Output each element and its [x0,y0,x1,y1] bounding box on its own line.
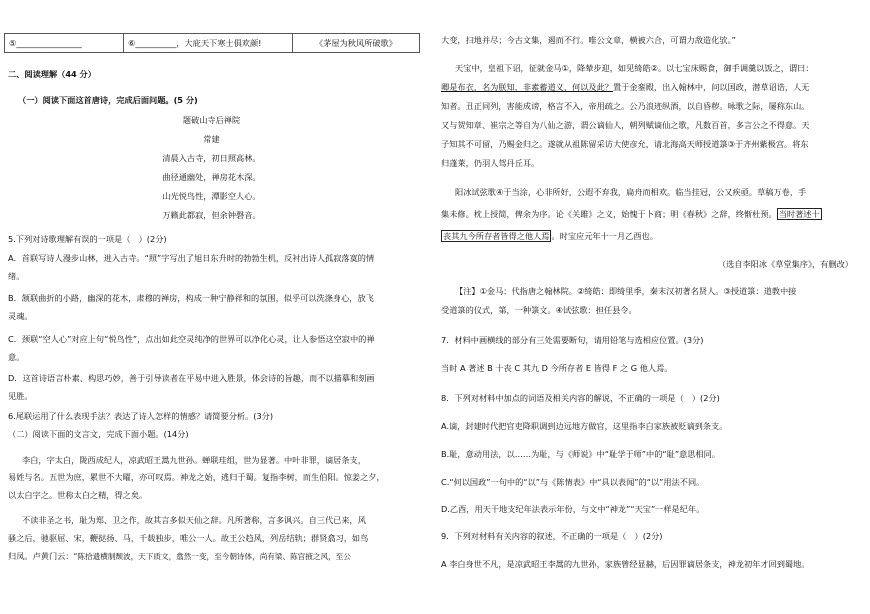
passage-text: 集未修。枕上授简，俾余为序。论《关雎》之义，始愧于卜商；明《春秋》之辞，终惭杜预。 [441,209,777,219]
fill-cell-5: ⑤________________ [5,34,124,53]
boxed-sentence-start: 当时著述十 [778,209,820,219]
option-c: C．颈联“空人心”对应上句“悦鸟性”，点出如此空灵纯净的世界可以净化心灵，让人参悟这空寂中的禅 [8,334,375,344]
fill-cell-title: 《茅屋为秋风所破歌》 [293,34,420,53]
passage-line: 以太白字之。世称太白之精，得之矣。 [8,490,148,500]
passage-line: 不读非圣之书，耻为郑、卫之作，故其言多似天仙之辞。凡所著称，言多讽兴。自三代已来，风 [22,515,366,525]
underlined-sentence: 卿是布衣，名为朕知，非素蓄道义，何以及此？ [441,82,613,92]
passage-line [441,208,822,220]
question-6: 6.尾联运用了什么表现手法？表达了诗人怎样的情感？请简要分析。(3分) [8,411,274,421]
passage-text: 归凤。卢黄门云： [8,551,74,561]
option-d: D.乙酉，用天干地支纪年法表示年份，与文中“神龙”“天宝”一样是纪年。 [441,504,705,514]
passage-line: 易姓与名。五世为庶，累世不大曜，亦可叹焉。神龙之始，逃归于蜀。复指李树，而生伯阳。惊姜之夕， [8,472,385,482]
passage-line: 大变，扫地并尽；今古文集，遏而不行。唯公文章，横被六合，可谓力敌造化欤。” [441,35,736,45]
option-b-cont: 灵魂。 [8,311,33,321]
poem-line: 山光悦鸟性，潭影空人心。 [162,191,261,201]
poem-line: 清晨入古寺，初日照高林。 [162,153,261,163]
passage-line: 子知其不可留，乃赐金归之。遂就从祖陈留采访大使彦允，请北海高天师授道箓③于齐州紫极宫。将东 [441,139,809,149]
question-5: 5.下列对诗歌理解有误的一项是（ ）(2分) [8,234,167,244]
fill-in-table [4,33,420,53]
passage-text: 。时宝应元年十一月乙酉也。 [551,231,658,241]
option-a: A.谪，封建时代把官吏降职调到边远地方做官，这里指李白家族被贬谪到条支。 [441,421,728,431]
option-d: D．这首诗语言朴素、构思巧妙，善于引导读者在平易中进入胜景，体会诗的旨趣，而不以描摹和刻画 [8,373,375,383]
passage-line: 又与贺知章、崔宗之等自为八仙之游，谓公谪仙人，朝列赋谪仙之歌，凡数百首，多言公之不得意。天 [441,120,810,130]
section-heading: 二、阅读理解（44 分） [8,69,96,79]
boxed-sentence-end: 丧其九今所存者皆得之他人焉 [443,231,550,241]
passage-line: 天宝中，皇祖下诏，征就金马①，降辇步迎，如见绮皓②。以七宝床赐食，御手调羹以饭之，谓曰： [455,63,814,73]
passage-line [441,81,809,93]
passage-line: 知者。丑正同列，害能成谤，格言不入，帝用疏之。公乃浪迹纵酒，以自昏秽。咏歌之际，屡称东山。 [441,101,810,111]
poem-author: 常建 [203,134,220,144]
passage-text: 置于金銮殿，出入翰林中，问以国政，潜草诏诰，人无 [612,82,810,92]
option-a-cont: 绪。 [8,271,25,281]
option-a: A 李白身世不凡，是凉武昭王李暠的九世孙，家族曾经显赫，后因罪谪居条支，神龙初年才回到蜀地。 [441,559,810,569]
passage-line: 阳冰试弦歌④于当涂，心非所好，公遐不弃我，扁舟而相欢。临当挂冠，公又疾亟。草稿万卷，手 [455,187,807,197]
question-7: 7．材料中画横线的部分有三处需要断句，请用铅笔与选相应位置。(3分) [441,335,704,345]
option-c: C.“何以国政”一句中的“以”与《陈情表》中“具以表闻”的“以”用法不同。 [441,477,705,487]
annotation-line: 受道箓的仪式，第，一种箓文。④试弦歌：担任县令。 [441,305,637,315]
subsection-heading-2: （二）阅读下面的文言文，完成下面小题。(14分) [8,429,189,439]
fill-cell-6: ⑥__________，大庇天下寒士俱欢颜! [124,34,293,53]
option-c-cont: 意。 [8,352,25,362]
option-a: A．首联写诗人漫步山林，进入古寺。“照”字写出了旭日东升时的勃勃生机，反衬出诗人孤寂落寞的情 [8,253,375,263]
question-7-text: 当时 A 著述 B 十丧 C 其九 D 今所存者 E 皆得 F 之 G 他人焉。 [441,363,673,373]
passage-line: 归蓬莱，仍羽人驾丹丘耳。 [441,158,540,168]
subsection-heading: （一）阅读下面这首唐诗，完成后面问题。(5 分) [18,95,198,105]
option-d-cont: 见胜。 [8,391,33,401]
poem-line: 万籁此都寂，但余钟磬音。 [162,210,261,220]
passage-line: 骚之后，驰驱屈、宋，鞭挞扬、马，千载独步，唯公一人。故王公趋风，列岳结轨；群贤翕习，如鸟 [8,533,369,543]
passage-line: 李白，字太白，陇西成纪人，凉武昭王暠九世孙。蝉联珪组，世为显著。中叶非罪，谪居条支， [22,455,366,465]
poem-line: 曲径通幽处，禅房花木深。 [162,172,261,182]
quote-text: “陈拾遗横制颓波，天下质文，翕然一变，至今朝诗体，尚有梁、陈宫掖之风，至公 [73,552,351,561]
question-9: 9．下列对材料有关内容的叙述，不正确的一项是（ ）(2分) [441,531,663,541]
poem-title: 题破山寺后禅院 [182,115,241,125]
source-note: （选自李阳冰《草堂集序》，有删改） [717,259,853,269]
passage-line [8,550,351,563]
passage-line [441,230,658,242]
option-b: B.耻，意动用法，以……为耻，与《师说》中“耻学于师”中的“耻”意思相同。 [441,449,720,459]
question-8: 8．下列对材料中加点的词语及相关内容的解说，不正确的一项是（ ）(2分) [441,393,720,403]
option-b: B．颔联曲折的小路，幽深的花木，肃穆的禅房，构成一种宁静祥和的氛围，似乎可以洗涤身心，放飞 [8,293,374,303]
annotation-line: 【注】①金马：代指唐之翰林院。②绮皓：即绮里季，秦末汉初著名贤人。③授道箓：道教中接 [455,286,797,296]
